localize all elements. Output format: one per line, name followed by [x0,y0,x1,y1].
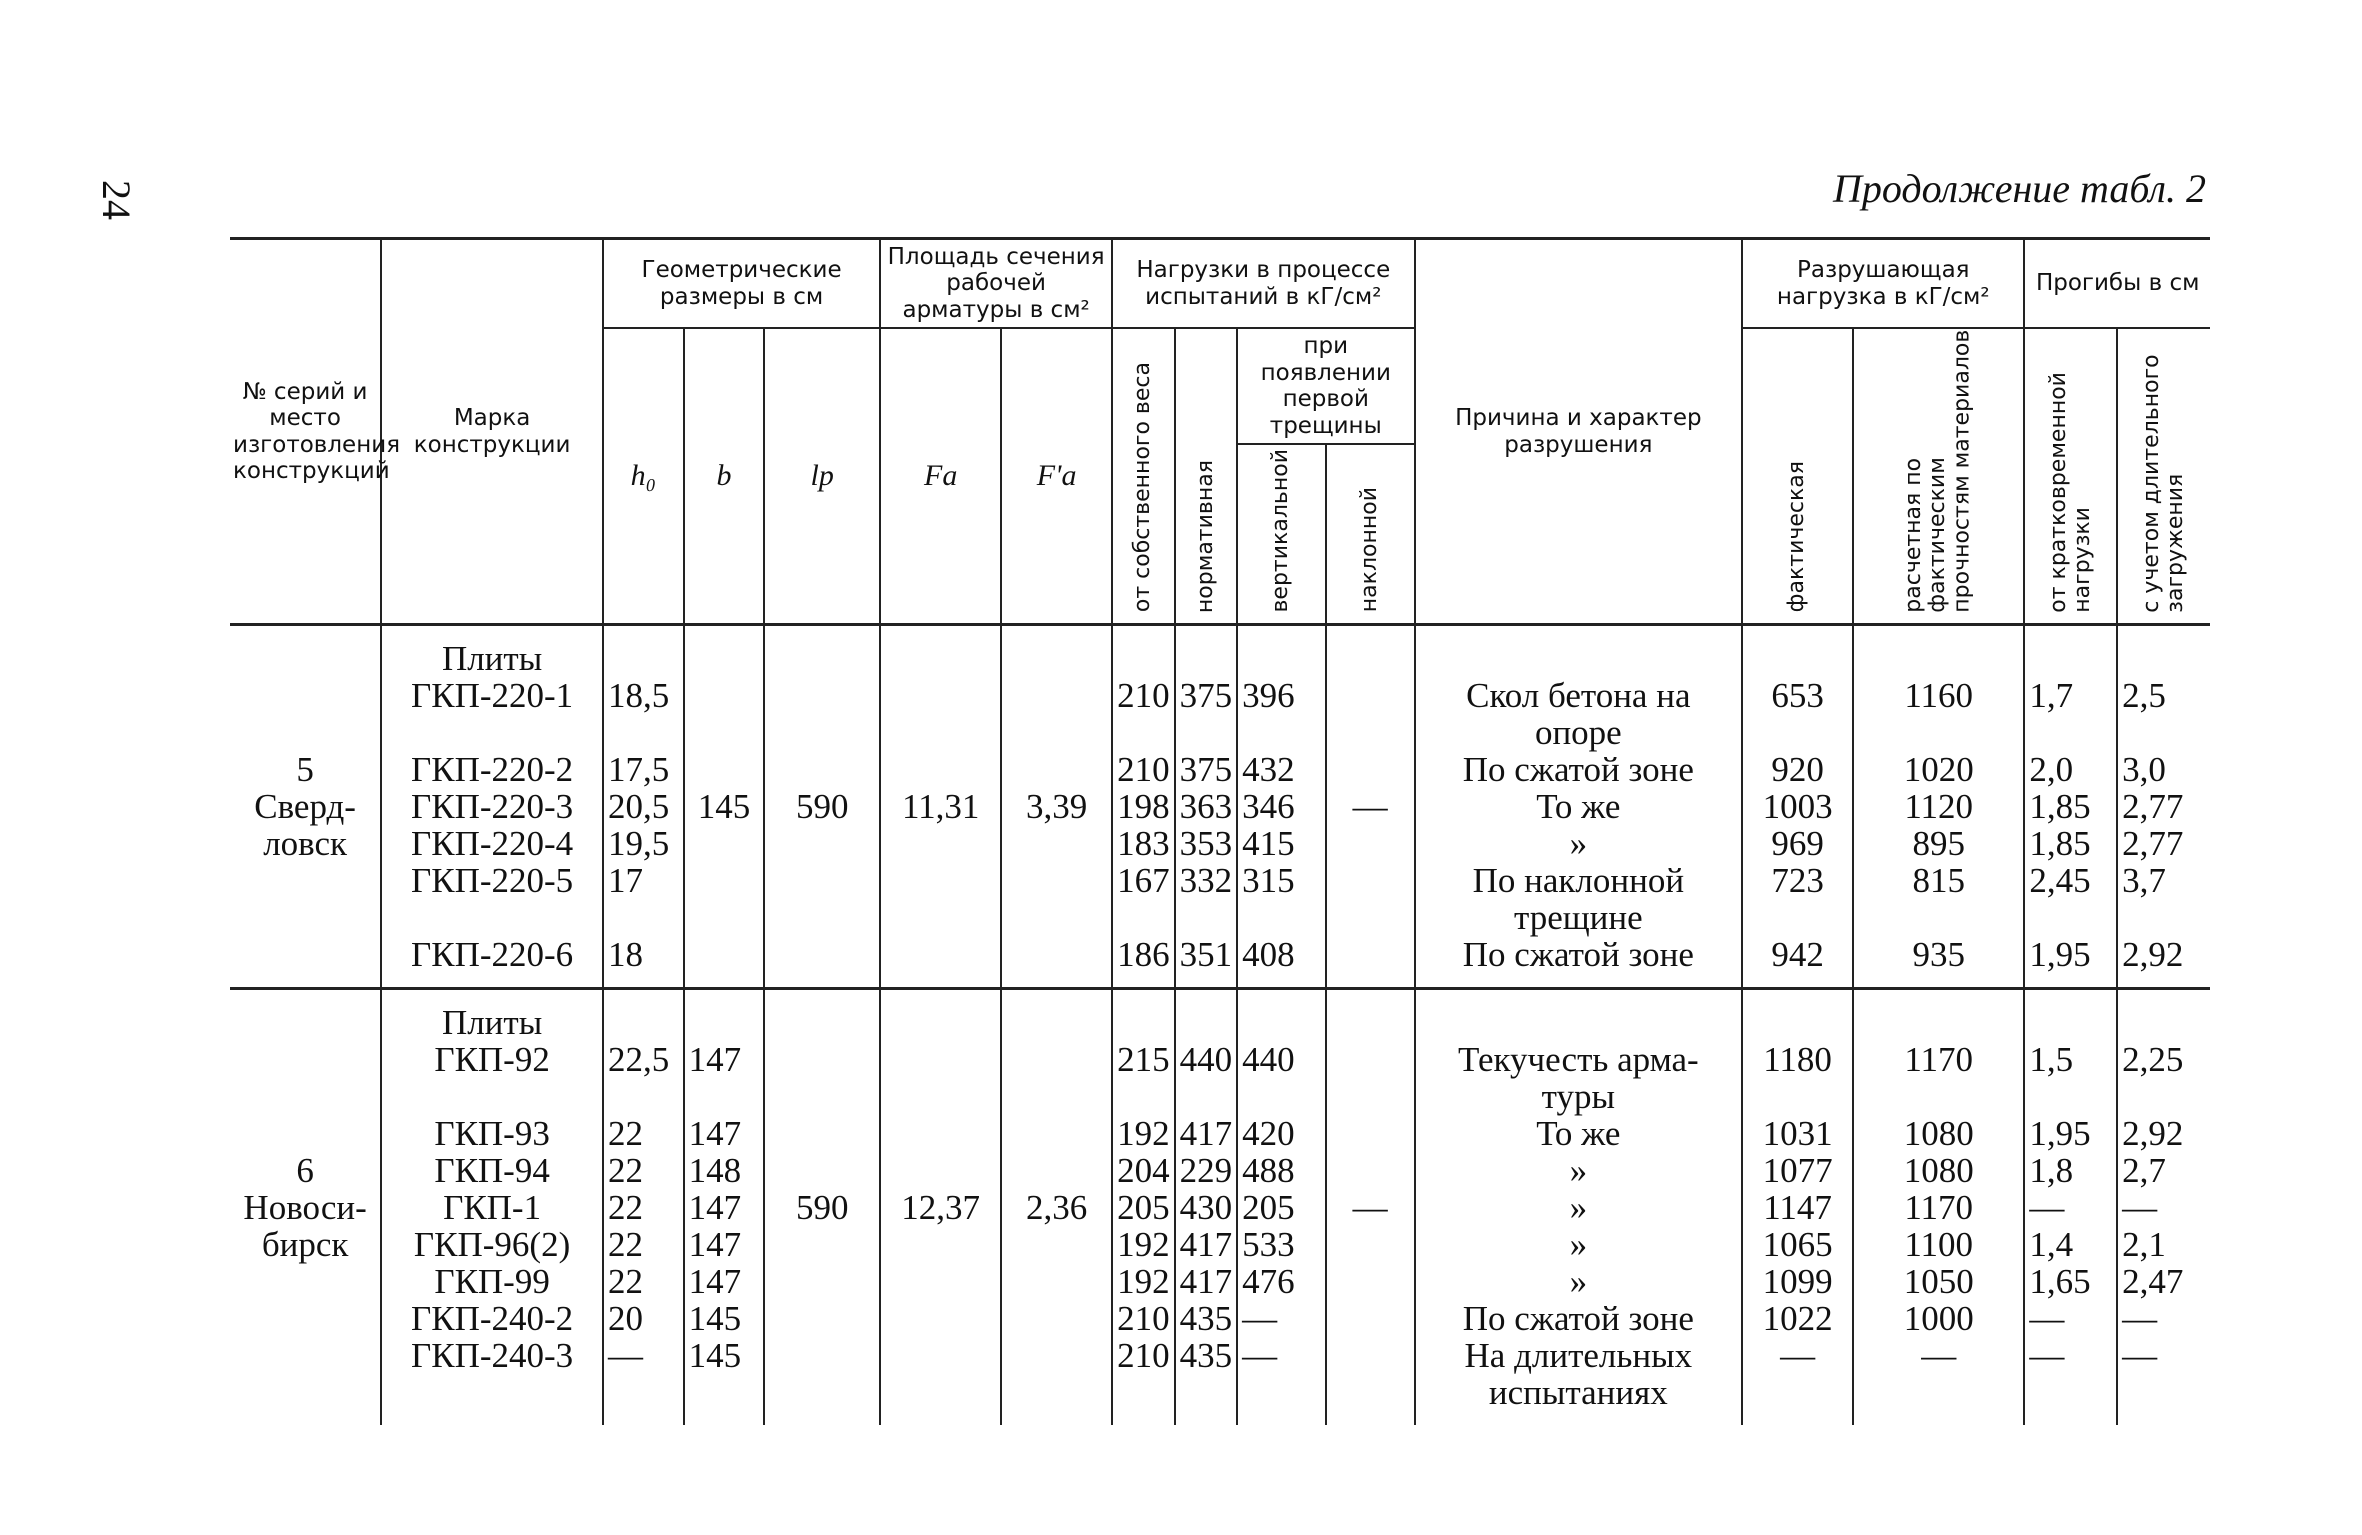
header-vertical: вертикальной [1237,444,1326,624]
series-cell: 6 Новоси- бирск [230,989,381,1426]
page-number: 24 [94,180,139,220]
header-area: Площадь сечения рабочей арматуры в см² [880,239,1112,329]
header-reason: Причина и характер разрушения [1415,239,1743,625]
actual-cell: 1180 1031 1077 1147 1065 1099 1022 — [1742,989,1853,1426]
fa-cell: 11,31 [880,625,1001,989]
header-lp: lp [764,328,880,624]
header-fa: Fa [880,328,1001,624]
mark-cell: Плиты ГКП-220-1 ГКП-220-2 ГКП-220-3 ГКП-220-4 ГКП-220-5 ГКП-220-6 [381,625,603,989]
header-own-weight: от собственного веса [1112,328,1175,624]
vertical-crack-cell: 396 432 346 415 315 408 [1237,625,1326,989]
table-row [230,989,2210,1426]
reason-cell: Текучесть арма- туры То же » » » » По сжатой зоне На длительных испытаниях [1415,989,1743,1426]
vertical-crack-cell: 440 420 488 205 533 476 — — [1237,989,1326,1426]
long-term-cell: 2,5 3,0 2,77 2,77 3,7 2,92 [2117,625,2210,989]
header-mark: Марка конструкции [381,239,603,625]
header-breaking: Разрушающая нагрузка в кГ/см² [1742,239,2024,329]
h0-cell: 22,5 22 22 22 22 22 20 — [603,989,684,1426]
normative-cell: 375 375 363 353 332 351 [1175,625,1238,989]
h0-cell: 18,5 17,5 20,5 19,5 17 18 [603,625,684,989]
b-cell: 147 147 148 147 147 147 145 145 [684,989,765,1426]
lp-cell: 590 [764,989,880,1426]
header-inclined: наклонной [1326,444,1415,624]
fa-prime-cell: 3,39 [1001,625,1112,989]
header-actual: фактическая [1742,328,1853,624]
fa-prime-cell: 2,36 [1001,989,1112,1426]
table-caption: Продолжение табл. 2 [1832,166,2206,211]
header-series: № серий и место изготовления конструкций [230,239,381,625]
header-long-term: с учетом длительного загружения [2117,328,2210,624]
calculated-cell: 1160 1020 1120 895 815 935 [1853,625,2024,989]
header-geometry: Геометрические размеры в см [603,239,880,329]
header-short-term: от кратковременной нагрузки [2024,328,2117,624]
actual-cell: 653 920 1003 969 723 942 [1742,625,1853,989]
mark-cell: Плиты ГКП-92 ГКП-93 ГКП-94 ГКП-1 ГКП-96(2) ГКП-99 ГКП-240-2 ГКП-240-3 [381,989,603,1426]
header-normative: нормативная [1175,328,1238,624]
inclined-crack-cell: — [1326,989,1415,1426]
series-cell: 5 Сверд- ловск [230,625,381,989]
own-weight-cell: 215 192 204 205 192 192 210 210 [1112,989,1175,1426]
table-row [230,625,2210,989]
header-fa-prime: F'a [1001,328,1112,624]
own-weight-cell: 210 210 198 183 167 186 [1112,625,1175,989]
header-h0: h₀ [603,328,684,624]
calculated-cell: 1170 1080 1080 1170 1100 1050 1000 — [1853,989,2024,1426]
lp-cell: 590 [764,625,880,989]
normative-cell: 440 417 229 430 417 417 435 435 [1175,989,1238,1426]
b-cell: 145 [684,625,765,989]
header-loads: Нагрузки в процессе испытаний в кГ/см² [1112,239,1414,329]
header-first-crack: при появлении первой трещины [1237,328,1414,444]
header-calculated: расчетная по фактическим прочностям материалов [1853,328,2024,624]
short-term-cell: 1,7 2,0 1,85 1,85 2,45 1,95 [2024,625,2117,989]
header-deflections: Прогибы в см [2024,239,2210,329]
short-term-cell: 1,5 1,95 1,8 — 1,4 1,65 — — [2024,989,2117,1426]
header-b: b [684,328,765,624]
results-table [230,237,2210,1425]
inclined-crack-cell: — [1326,625,1415,989]
fa-cell: 12,37 [880,989,1001,1426]
reason-cell: Скол бетона на опоре По сжатой зоне То же » По наклонной трещине По сжатой зоне [1415,625,1743,989]
long-term-cell: 2,25 2,92 2,7 — 2,1 2,47 — — [2117,989,2210,1426]
